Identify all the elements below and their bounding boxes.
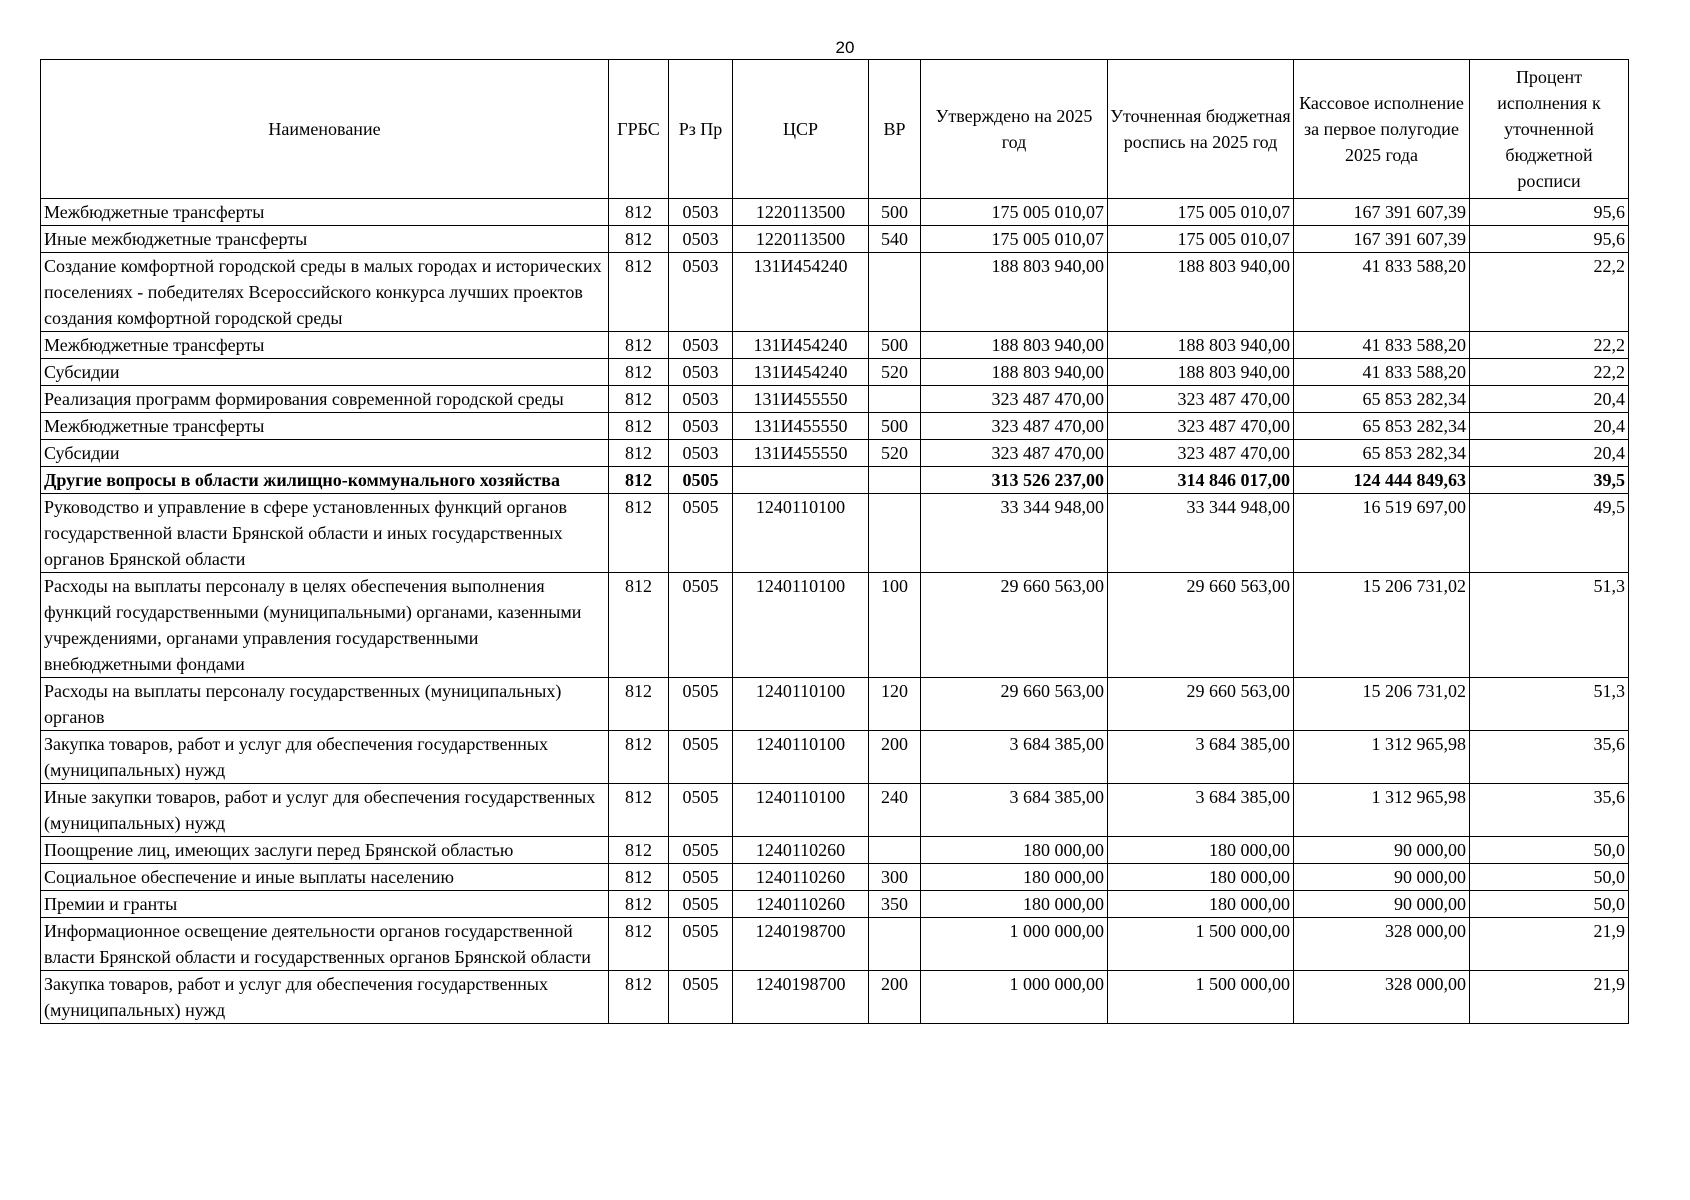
cell-vr — [869, 837, 921, 864]
cell-csr: 131И455550 — [733, 440, 869, 467]
cell-cash: 16 519 697,00 — [1294, 494, 1470, 573]
cell-name: Закупка товаров, работ и услуг для обеспечения государственных (муниципальных) нужд — [41, 731, 609, 784]
cell-approved: 180 000,00 — [921, 891, 1108, 918]
table-row — [41, 467, 1629, 494]
cell-percent: 50,0 — [1470, 891, 1629, 918]
table-row — [41, 253, 1629, 332]
cell-grbs: 812 — [609, 253, 669, 332]
cell-refined: 3 684 385,00 — [1108, 731, 1294, 784]
cell-approved: 29 660 563,00 — [921, 573, 1108, 678]
cell-cash: 167 391 607,39 — [1294, 226, 1470, 253]
table-row — [41, 784, 1629, 837]
cell-refined: 314 846 017,00 — [1108, 467, 1294, 494]
cell-vr: 200 — [869, 731, 921, 784]
cell-vr — [869, 494, 921, 573]
cell-refined: 3 684 385,00 — [1108, 784, 1294, 837]
cell-rzpr: 0505 — [669, 494, 733, 573]
table-row — [41, 440, 1629, 467]
cell-refined: 175 005 010,07 — [1108, 226, 1294, 253]
cell-csr: 1240110260 — [733, 864, 869, 891]
table-row — [41, 386, 1629, 413]
cell-percent: 21,9 — [1470, 971, 1629, 1024]
cell-csr: 1240110100 — [733, 678, 869, 731]
cell-percent: 21,9 — [1470, 918, 1629, 971]
cell-cash: 15 206 731,02 — [1294, 573, 1470, 678]
cell-cash: 65 853 282,34 — [1294, 440, 1470, 467]
cell-approved: 180 000,00 — [921, 837, 1108, 864]
header-refined: Уточненная бюджетная роспись на 2025 год — [1108, 60, 1294, 199]
cell-cash: 167 391 607,39 — [1294, 199, 1470, 226]
cell-percent: 50,0 — [1470, 837, 1629, 864]
cell-csr: 131И454240 — [733, 332, 869, 359]
header-name: Наименование — [41, 60, 609, 199]
cell-name: Информационное освещение деятельности органов государственной власти Брянской области и государственных органов Брянской области — [41, 918, 609, 971]
cell-cash: 124 444 849,63 — [1294, 467, 1470, 494]
cell-grbs: 812 — [609, 494, 669, 573]
cell-percent: 22,2 — [1470, 332, 1629, 359]
cell-percent: 51,3 — [1470, 678, 1629, 731]
cell-refined: 180 000,00 — [1108, 837, 1294, 864]
cell-csr: 1240110100 — [733, 494, 869, 573]
cell-grbs: 812 — [609, 731, 669, 784]
cell-percent: 49,5 — [1470, 494, 1629, 573]
cell-grbs: 812 — [609, 226, 669, 253]
cell-refined: 175 005 010,07 — [1108, 199, 1294, 226]
cell-vr: 520 — [869, 359, 921, 386]
cell-percent: 20,4 — [1470, 440, 1629, 467]
cell-rzpr: 0503 — [669, 386, 733, 413]
header-grbs: ГРБС — [609, 60, 669, 199]
header-vr: ВР — [869, 60, 921, 199]
cell-approved: 175 005 010,07 — [921, 226, 1108, 253]
cell-refined: 29 660 563,00 — [1108, 678, 1294, 731]
cell-percent: 20,4 — [1470, 413, 1629, 440]
cell-csr — [733, 467, 869, 494]
cell-approved: 29 660 563,00 — [921, 678, 1108, 731]
table-row — [41, 918, 1629, 971]
cell-rzpr: 0503 — [669, 440, 733, 467]
cell-grbs: 812 — [609, 678, 669, 731]
cell-rzpr: 0505 — [669, 918, 733, 971]
cell-approved: 3 684 385,00 — [921, 731, 1108, 784]
cell-grbs: 812 — [609, 386, 669, 413]
cell-rzpr: 0503 — [669, 359, 733, 386]
cell-vr: 350 — [869, 891, 921, 918]
table-row — [41, 359, 1629, 386]
cell-vr: 200 — [869, 971, 921, 1024]
cell-refined: 33 344 948,00 — [1108, 494, 1294, 573]
header-row — [41, 60, 1629, 199]
cell-grbs: 812 — [609, 891, 669, 918]
cell-csr: 1220113500 — [733, 199, 869, 226]
table-row — [41, 891, 1629, 918]
cell-name: Премии и гранты — [41, 891, 609, 918]
cell-cash: 41 833 588,20 — [1294, 332, 1470, 359]
cell-percent: 39,5 — [1470, 467, 1629, 494]
cell-csr: 131И455550 — [733, 413, 869, 440]
table-row — [41, 413, 1629, 440]
cell-approved: 1 000 000,00 — [921, 918, 1108, 971]
cell-name: Реализация программ формирования современной городской среды — [41, 386, 609, 413]
cell-cash: 65 853 282,34 — [1294, 386, 1470, 413]
cell-rzpr: 0505 — [669, 971, 733, 1024]
cell-name: Межбюджетные трансферты — [41, 413, 609, 440]
table-body — [41, 199, 1629, 1024]
cell-rzpr: 0503 — [669, 332, 733, 359]
cell-grbs: 812 — [609, 413, 669, 440]
cell-cash: 1 312 965,98 — [1294, 731, 1470, 784]
cell-csr: 1240110100 — [733, 784, 869, 837]
cell-grbs: 812 — [609, 784, 669, 837]
cell-vr — [869, 467, 921, 494]
table-row — [41, 494, 1629, 573]
cell-rzpr: 0505 — [669, 837, 733, 864]
header-rzpr: Рз Пр — [669, 60, 733, 199]
cell-vr: 500 — [869, 199, 921, 226]
cell-rzpr: 0505 — [669, 784, 733, 837]
cell-rzpr: 0503 — [669, 226, 733, 253]
cell-name: Поощрение лиц, имеющих заслуги перед Брянской областью — [41, 837, 609, 864]
cell-rzpr: 0503 — [669, 253, 733, 332]
header-approved: Утверждено на 2025 год — [921, 60, 1108, 199]
cell-csr: 1240110100 — [733, 573, 869, 678]
cell-refined: 323 487 470,00 — [1108, 386, 1294, 413]
cell-cash: 328 000,00 — [1294, 918, 1470, 971]
cell-vr: 540 — [869, 226, 921, 253]
cell-name: Межбюджетные трансферты — [41, 199, 609, 226]
cell-name: Расходы на выплаты персоналу в целях обеспечения выполнения функций государственными (муниципальными) органами, казенными учреждениями, органами управления государственными внебюджетными фондами — [41, 573, 609, 678]
cell-approved: 33 344 948,00 — [921, 494, 1108, 573]
cell-vr — [869, 253, 921, 332]
cell-name: Закупка товаров, работ и услуг для обеспечения государственных (муниципальных) нужд — [41, 971, 609, 1024]
cell-csr: 1240110100 — [733, 731, 869, 784]
cell-approved: 3 684 385,00 — [921, 784, 1108, 837]
cell-percent: 51,3 — [1470, 573, 1629, 678]
cell-refined: 29 660 563,00 — [1108, 573, 1294, 678]
cell-percent: 22,2 — [1470, 253, 1629, 332]
cell-percent: 22,2 — [1470, 359, 1629, 386]
cell-vr: 500 — [869, 332, 921, 359]
cell-approved: 313 526 237,00 — [921, 467, 1108, 494]
cell-cash: 1 312 965,98 — [1294, 784, 1470, 837]
cell-vr: 500 — [869, 413, 921, 440]
cell-csr: 131И454240 — [733, 359, 869, 386]
cell-grbs: 812 — [609, 332, 669, 359]
cell-name: Социальное обеспечение и иные выплаты населению — [41, 864, 609, 891]
cell-cash: 65 853 282,34 — [1294, 413, 1470, 440]
cell-grbs: 812 — [609, 573, 669, 678]
cell-refined: 323 487 470,00 — [1108, 413, 1294, 440]
cell-vr: 120 — [869, 678, 921, 731]
table-row — [41, 199, 1629, 226]
cell-rzpr: 0505 — [669, 731, 733, 784]
cell-vr — [869, 386, 921, 413]
cell-approved: 188 803 940,00 — [921, 332, 1108, 359]
page-number: 20 — [835, 38, 855, 57]
cell-name: Субсидии — [41, 359, 609, 386]
cell-csr: 1220113500 — [733, 226, 869, 253]
budget-table — [40, 59, 1629, 1024]
cell-refined: 323 487 470,00 — [1108, 440, 1294, 467]
cell-csr: 131И455550 — [733, 386, 869, 413]
cell-approved: 323 487 470,00 — [921, 386, 1108, 413]
cell-grbs: 812 — [609, 837, 669, 864]
header-cash: Кассовое исполнение за первое полугодие 2025 года — [1294, 60, 1470, 199]
cell-name: Иные закупки товаров, работ и услуг для обеспечения государственных (муниципальных) нужд — [41, 784, 609, 837]
table-row — [41, 226, 1629, 253]
cell-percent: 35,6 — [1470, 784, 1629, 837]
cell-rzpr: 0505 — [669, 467, 733, 494]
cell-rzpr: 0505 — [669, 573, 733, 678]
cell-percent: 95,6 — [1470, 199, 1629, 226]
cell-cash: 328 000,00 — [1294, 971, 1470, 1024]
cell-refined: 1 500 000,00 — [1108, 918, 1294, 971]
cell-refined: 180 000,00 — [1108, 864, 1294, 891]
cell-refined: 180 000,00 — [1108, 891, 1294, 918]
cell-grbs: 812 — [609, 467, 669, 494]
cell-rzpr: 0503 — [669, 199, 733, 226]
cell-grbs: 812 — [609, 971, 669, 1024]
cell-rzpr: 0505 — [669, 864, 733, 891]
cell-name: Другие вопросы в области жилищно-коммунального хозяйства — [41, 467, 609, 494]
cell-approved: 188 803 940,00 — [921, 253, 1108, 332]
cell-name: Субсидии — [41, 440, 609, 467]
table-row — [41, 731, 1629, 784]
cell-csr: 1240110260 — [733, 837, 869, 864]
cell-rzpr: 0505 — [669, 891, 733, 918]
header-csr: ЦСР — [733, 60, 869, 199]
cell-vr — [869, 918, 921, 971]
header-percent: Процент исполнения к уточненной бюджетной росписи — [1470, 60, 1629, 199]
cell-cash: 15 206 731,02 — [1294, 678, 1470, 731]
cell-grbs: 812 — [609, 864, 669, 891]
cell-rzpr: 0505 — [669, 678, 733, 731]
cell-cash: 41 833 588,20 — [1294, 253, 1470, 332]
cell-rzpr: 0503 — [669, 413, 733, 440]
cell-name: Межбюджетные трансферты — [41, 332, 609, 359]
cell-approved: 1 000 000,00 — [921, 971, 1108, 1024]
cell-approved: 180 000,00 — [921, 864, 1108, 891]
cell-csr: 1240198700 — [733, 918, 869, 971]
table-row — [41, 971, 1629, 1024]
cell-refined: 188 803 940,00 — [1108, 332, 1294, 359]
cell-percent: 95,6 — [1470, 226, 1629, 253]
cell-csr: 1240110260 — [733, 891, 869, 918]
cell-csr: 1240198700 — [733, 971, 869, 1024]
cell-grbs: 812 — [609, 359, 669, 386]
cell-grbs: 812 — [609, 199, 669, 226]
cell-approved: 323 487 470,00 — [921, 413, 1108, 440]
cell-cash: 90 000,00 — [1294, 891, 1470, 918]
cell-grbs: 812 — [609, 918, 669, 971]
cell-vr: 520 — [869, 440, 921, 467]
cell-percent: 50,0 — [1470, 864, 1629, 891]
cell-refined: 188 803 940,00 — [1108, 359, 1294, 386]
table-row — [41, 864, 1629, 891]
cell-refined: 1 500 000,00 — [1108, 971, 1294, 1024]
cell-name: Расходы на выплаты персоналу государственных (муниципальных) органов — [41, 678, 609, 731]
cell-vr: 240 — [869, 784, 921, 837]
cell-percent: 35,6 — [1470, 731, 1629, 784]
cell-approved: 323 487 470,00 — [921, 440, 1108, 467]
table-row — [41, 837, 1629, 864]
cell-grbs: 812 — [609, 440, 669, 467]
cell-vr: 100 — [869, 573, 921, 678]
cell-approved: 188 803 940,00 — [921, 359, 1108, 386]
cell-cash: 90 000,00 — [1294, 837, 1470, 864]
cell-name: Создание комфортной городской среды в малых городах и исторических поселениях - победителях Всероссийского конкурса лучших проектов создания комфортной городской среды — [41, 253, 609, 332]
cell-approved: 175 005 010,07 — [921, 199, 1108, 226]
cell-csr: 131И454240 — [733, 253, 869, 332]
cell-refined: 188 803 940,00 — [1108, 253, 1294, 332]
cell-name: Иные межбюджетные трансферты — [41, 226, 609, 253]
table-row — [41, 573, 1629, 678]
table-row — [41, 678, 1629, 731]
table-row — [41, 332, 1629, 359]
cell-vr: 300 — [869, 864, 921, 891]
cell-cash: 90 000,00 — [1294, 864, 1470, 891]
cell-cash: 41 833 588,20 — [1294, 359, 1470, 386]
cell-percent: 20,4 — [1470, 386, 1629, 413]
cell-name: Руководство и управление в сфере установленных функций органов государственной власти Брянской области и иных государственных органов Брянской области — [41, 494, 609, 573]
